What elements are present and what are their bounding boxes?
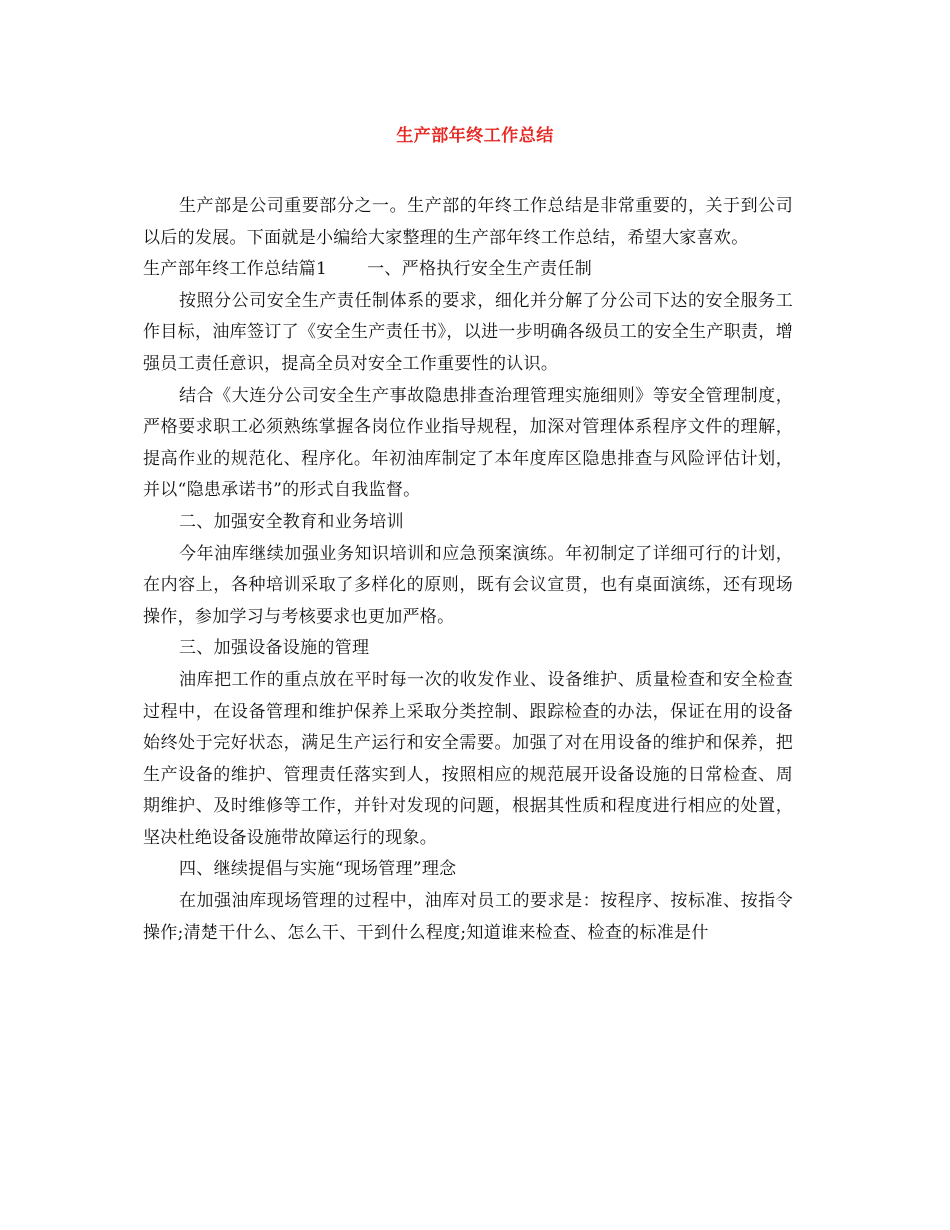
section-heading-line	[143, 254, 793, 286]
section-heading-3: 三、加强设备设施的管理	[179, 638, 370, 659]
paragraph-3: 今年油库继续加强业务知识培训和应急预案演练。年初制定了详细可行的计划，在内容上，各种培训采取了多样化的原则，既有会议宣贯，也有桌面演练，还有现场操作，参加学习与考核要求也更加严格。	[143, 543, 793, 627]
paragraph-2: 结合《大连分公司安全生产事故隐患排查治理管理实施细则》等安全管理制度，严格要求职工必须熟练掌握各岗位作业指导规程，加深对管理体系程序文件的理解，提高作业的规范化、程序化。年初油库制定了本年度库区隐患排查与风险评估计划，并以“隐患承诺书”的形式自我监督。	[143, 385, 793, 501]
document-title: 生产部年终工作总结	[396, 126, 554, 146]
intro-paragraph: 生产部是公司重要部分之一。生产部的年终工作总结是非常重要的，关于到公司以后的发展。下面就是小编给大家整理的生产部年终工作总结，希望大家喜欢。	[143, 196, 793, 248]
paragraph-5: 在加强油库现场管理的过程中，油库对员工的要求是：按程序、按标准、按指令操作;清楚干什么、怎么干、干到什么程度;知道谁来检查、检查的标准是什	[143, 891, 793, 943]
section-heading-1: 一、严格执行安全生产责任制	[367, 259, 593, 280]
section-heading-4: 四、继续提倡与实施“现场管理”理念	[179, 859, 457, 880]
section-label: 生产部年终工作总结篇1	[143, 259, 328, 280]
document-body	[143, 191, 793, 949]
paragraph-4: 油库把工作的重点放在平时每一次的收发作业、设备维护、质量检查和安全检查过程中，在设备管理和维护保养上采取分类控制、跟踪检查的办法，保证在用的设备始终处于完好状态，满足生产运行和安全需要。加强了对在用设备的维护和保养，把生产设备的维护、管理责任落实到人，按照相应的规范展开设备设施的日常检查、周期维护、及时维修等工作，并针对发现的问题，根据其性质和程度进行相应的处置，坚决杜绝设备设施带故障运行的现象。	[143, 669, 793, 848]
paragraph-1: 按照分公司安全生产责任制体系的要求，细化并分解了分公司下达的安全服务工作目标，油库签订了《安全生产责任书》，以进一步明确各级员工的安全生产职责，增强员工责任意识，提高全员对安全工作重要性的认识。	[143, 290, 793, 374]
section-heading-2: 二、加强安全教育和业务培训	[179, 511, 404, 532]
